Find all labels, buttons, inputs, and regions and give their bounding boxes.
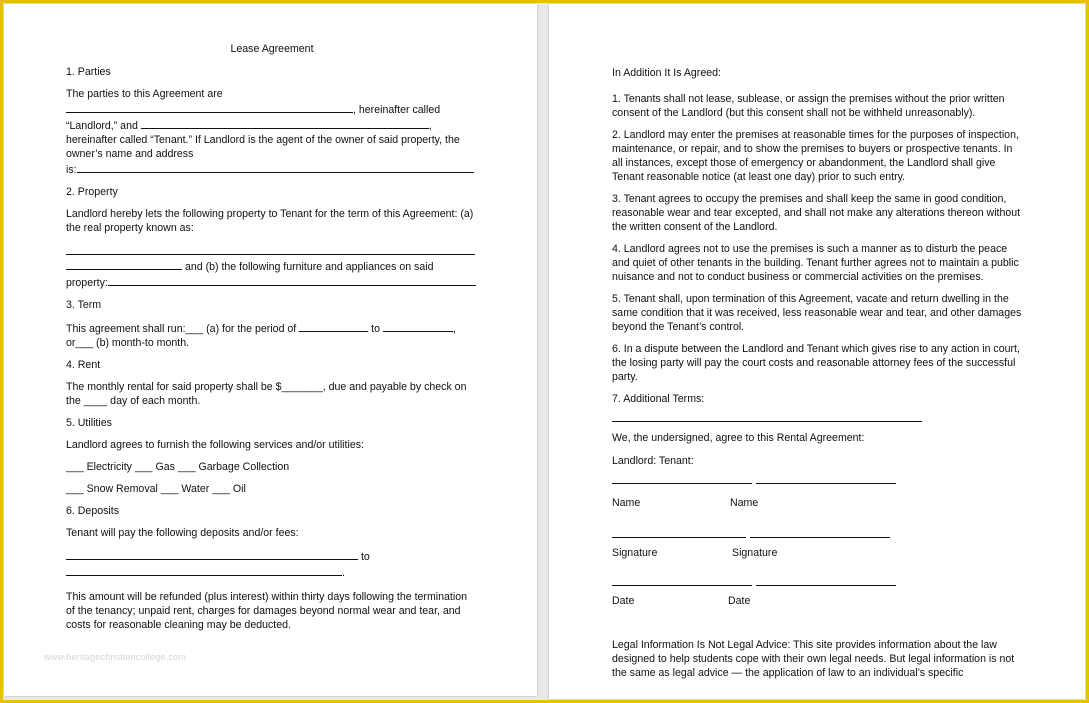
rent-heading: 4. Rent	[66, 359, 101, 371]
parties-tenant-text: hereinafter called “Tenant.” If Landlord is the agent of the owner of said property, the owner’s name and address	[66, 134, 460, 160]
tenant-date-field[interactable]	[756, 574, 896, 586]
utilities-heading: 5. Utilities	[66, 417, 112, 429]
term-heading: 3. Term	[66, 299, 102, 311]
term-start-blank[interactable]	[299, 320, 368, 332]
deposits-to: to	[360, 551, 370, 563]
watermark: www.heritagechristiancollege.com	[44, 652, 186, 662]
parties-intro: The parties to this Agreement are	[66, 88, 223, 100]
rent-text	[66, 380, 478, 408]
left-page-content	[66, 42, 478, 640]
parties-landlord: “Landlord,” and	[66, 120, 138, 132]
parties-paragraph: The parties to this Agreement are , hereinafter called “Landlord,” and , hereinafter called “Tenant.” If Landlord is the agent of the owner of said property, the owner’s name and address is:	[66, 87, 478, 177]
utilities-line-1: ___ Electricity ___ Gas ___ Garbage Collection	[66, 461, 290, 473]
utilities-text: Landlord agrees to furnish the following services and/or utilities:	[66, 439, 364, 451]
landlord-signature-field[interactable]	[612, 526, 746, 538]
parties-called: , hereinafter called	[353, 104, 441, 116]
right-page	[549, 4, 1085, 699]
landlord-signature-label: Signature	[612, 547, 658, 559]
term-text: This agreement shall run:___ (a) for the period of to , or___ (b) month-to month.	[66, 320, 478, 350]
property-text: Landlord hereby lets the following property to Tenant for the term of this Agreement: (a) the real property known as:	[66, 208, 474, 234]
rent-line1: The monthly rental for said property shall be $_______, due and payable by check on	[66, 381, 467, 393]
landlord-date-field[interactable]	[612, 574, 752, 586]
landlord-tenant-label: Landlord: Tenant:	[612, 455, 694, 467]
property-label: property:	[66, 277, 108, 289]
parties-is: is:	[66, 164, 77, 176]
property-blank-2[interactable]	[66, 258, 182, 270]
clause-4: 4. Landlord agrees not to use the premises is such a manner as to disturb the peace and quiet of other tenants in the building. Tenant further agrees not to maintain a public nuisance and not to conduct business or commercial activities on the premises.	[612, 243, 1019, 283]
term-end-blank[interactable]	[383, 320, 453, 332]
clause-1: 1. Tenants shall not lease, sublease, or assign the premises without the prior written consent of the Landlord (but this consent shall not be withheld unreasonably).	[612, 93, 1005, 119]
tenant-date-label: Date	[728, 595, 751, 607]
right-page-content	[612, 66, 1022, 688]
additional-terms-label: 7. Additional Terms:	[612, 393, 705, 405]
utilities-line-2: ___ Snow Removal ___ Water ___ Oil	[66, 483, 246, 495]
name-labels	[612, 496, 1022, 510]
clause-5: 5. Tenant shall, upon termination of this Agreement, vacate and return dwelling in the same condition that it was received, less reasonable wear and tear, and other damages beyond the Tenant’s control.	[612, 293, 1022, 333]
deposits-blank-2[interactable]	[66, 564, 342, 576]
landlord-name-field[interactable]	[612, 472, 752, 484]
additional-terms-blank[interactable]	[612, 410, 922, 422]
rent-line2: the ____ day of each month.	[66, 395, 201, 407]
date-labels	[612, 594, 1022, 608]
property-fields	[66, 243, 478, 290]
term-line2: or___ (b) month-to month.	[66, 337, 190, 349]
property-blank-3[interactable]	[108, 274, 476, 286]
parties-blank-1[interactable]	[66, 101, 353, 113]
landlord-name-label: Name	[612, 497, 641, 509]
property-furniture: and (b) the following furniture and appliances on said	[184, 261, 434, 273]
signature-lines	[612, 526, 1022, 538]
term-to: to	[371, 323, 380, 335]
deposits-text: Tenant will pay the following deposits and/or fees:	[66, 527, 299, 539]
tenant-name-label: Name	[730, 497, 759, 509]
name-lines	[612, 472, 1022, 484]
tenant-signature-label: Signature	[732, 547, 778, 559]
signature-labels	[612, 546, 1022, 560]
parties-blank-3[interactable]	[77, 161, 474, 173]
tenant-name-field[interactable]	[756, 472, 896, 484]
property-heading: 2. Property	[66, 186, 118, 198]
date-lines	[612, 574, 1022, 586]
clause-3: 3. Tenant agrees to occupy the premises and shall keep the same in good condition, reasonable wear and tear excepted, and shall not make any alterations thereon without the written consent of the Landlord.	[612, 193, 1021, 233]
clause-6: 6. In a dispute between the Landlord and Tenant which gives rise to any action in court, the losing party will pay the court costs and reasonable attorney fees of the successful party.	[612, 343, 1020, 383]
clause-2: 2. Landlord may enter the premises at reasonable times for the purposes of inspection, maintenance, or repair, and to show the premises to buyers or prospective tenants. In all instances, except those of emergency or abandonment, the Landlord shall give Tenant reasonable notice (at least one day) prior to such entry.	[612, 129, 1019, 183]
undersigned-text: We, the undersigned, agree to this Rental Agreement:	[612, 432, 865, 444]
legal-notice: Legal Information Is Not Legal Advice: This site provides information about the law designed to help students cope with their own legal needs. But legal information is not the same as legal advice — the application of law to an individual’s specific	[612, 639, 1015, 679]
property-blank-1[interactable]	[66, 243, 475, 255]
landlord-date-label: Date	[612, 595, 635, 607]
parties-heading: 1. Parties	[66, 66, 111, 78]
parties-blank-2[interactable]	[141, 117, 429, 129]
tenant-signature-field[interactable]	[750, 526, 890, 538]
document-title: Lease Agreement	[230, 43, 314, 55]
term-line1: This agreement shall run:___ (a) for the period of	[66, 323, 297, 335]
refund-text: This amount will be refunded (plus interest) within thirty days following the termination of the tenancy; unpaid rent, charges for damages beyond normal wear and tear, and costs for reasonable cleaning may be deducted.	[66, 591, 467, 631]
deposits-heading: 6. Deposits	[66, 505, 119, 517]
deposits-blank-1[interactable]	[66, 548, 358, 560]
additional-heading: In Addition It Is Agreed:	[612, 67, 721, 79]
left-page	[4, 4, 537, 696]
deposits-fields: to .	[66, 548, 478, 580]
